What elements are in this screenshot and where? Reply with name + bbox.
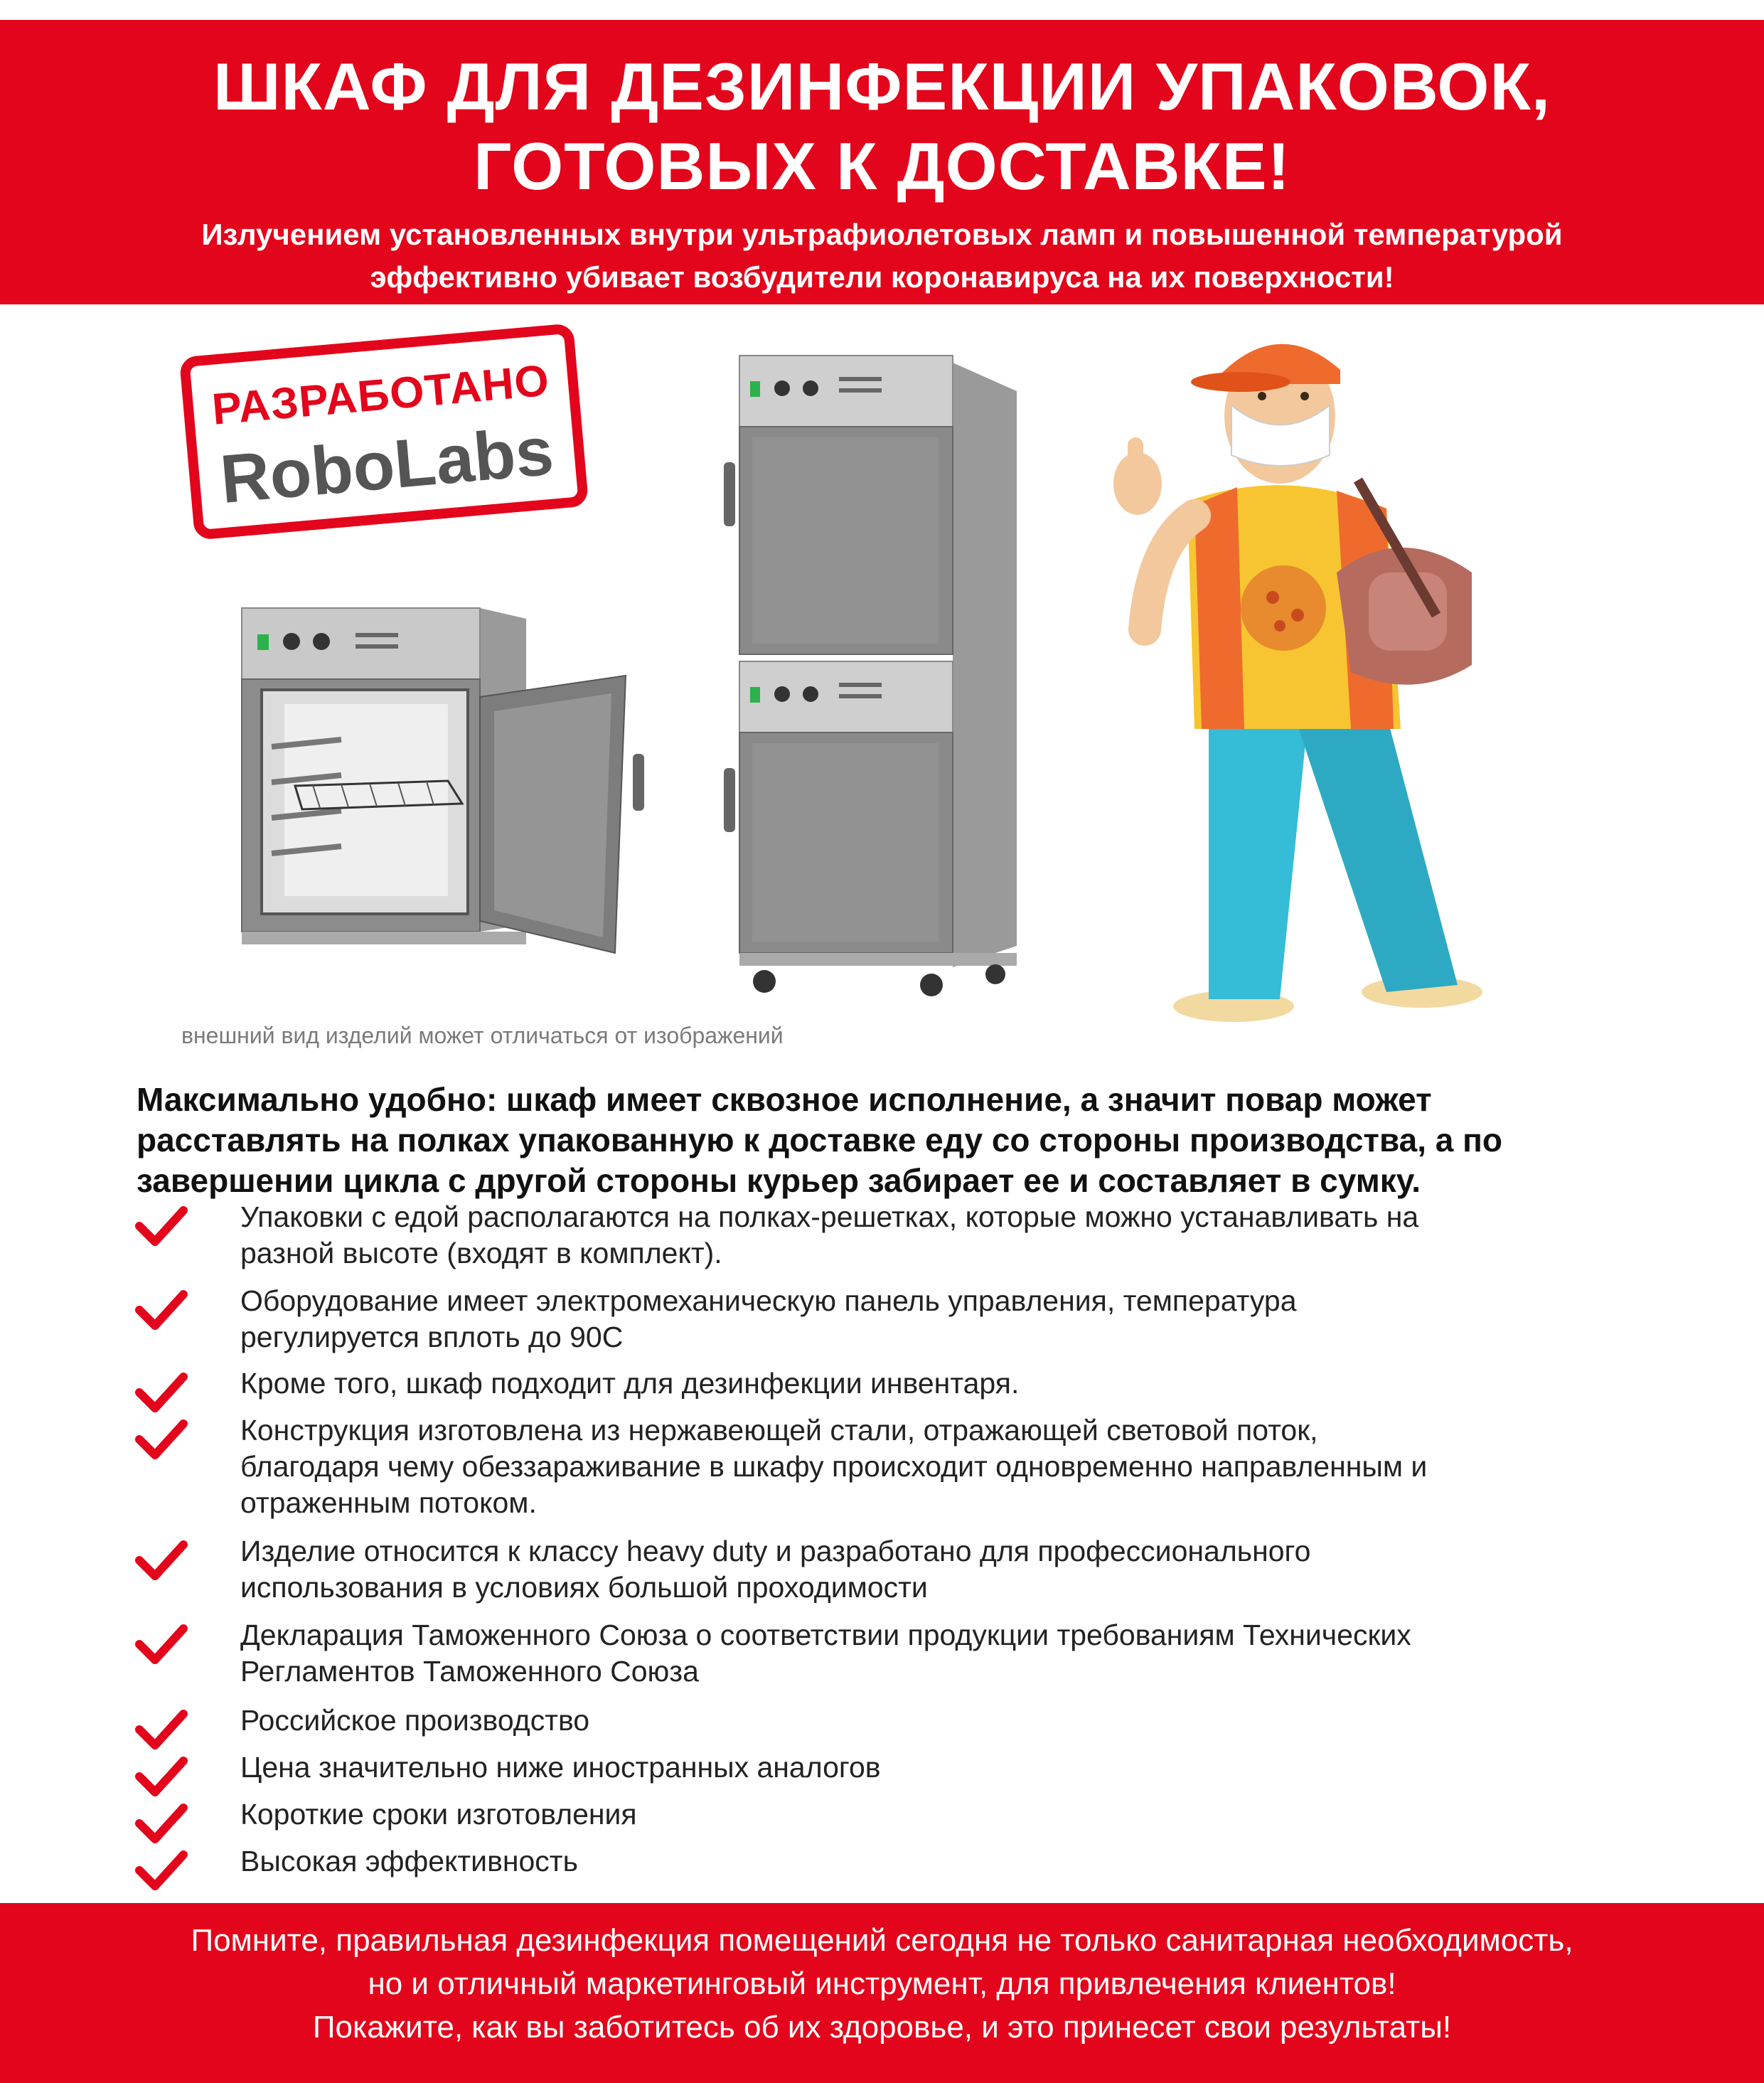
feature-line: Изделие относится к классу heavy duty и разработано для профессионального (240, 1535, 1311, 1567)
title-line: ШКАФ ДЛЯ ДЕЗИНФЕКЦИИ УПАКОВОК, (213, 49, 1551, 124)
checkmark-icon (135, 1623, 188, 1667)
page-title (0, 47, 1764, 206)
header-banner (0, 20, 1764, 304)
lead-line: Максимально удобно: шкаф имеет сквозное исполнение, а значит повар может (137, 1081, 1432, 1118)
feature-line: отраженным потоком. (240, 1486, 537, 1519)
checkmark-icon (135, 1539, 188, 1583)
feature-line: благодаря чему обеззараживание в шкафу происходит одновременно направленным и (240, 1450, 1428, 1483)
checkmark-icon (135, 1849, 188, 1893)
brand-part: Labs (391, 412, 557, 503)
feature-line: регулируется вплоть до 90С (240, 1321, 624, 1353)
image-caption: внешний вид изделий может отличаться от изображений (181, 1023, 784, 1048)
lead-line: завершении цикла с другой стороны курьер забирает ее и составляет в сумку. (137, 1162, 1421, 1199)
feature-line: Цена значительно ниже иностранных аналогов (240, 1751, 881, 1784)
feature-text (240, 1703, 1698, 1739)
feature-line: Упаковки с едой располагаются на полках-решетках, которые можно устанавливать на (240, 1200, 1419, 1233)
feature-text (240, 1365, 1698, 1402)
courier-illustration (1102, 331, 1500, 1028)
feature-text (240, 1749, 1698, 1786)
checkmark-icon (135, 1708, 188, 1752)
brand-part: Robo (217, 427, 398, 518)
feature-line: Конструкция изготовлена из нержавеющей стали, отражающей световой поток, (240, 1414, 1318, 1447)
subtitle-line: Излучением установленных внутри ультрафиолетовых ламп и повышенной температурой (201, 218, 1563, 251)
robolabs-stamp (179, 323, 589, 540)
feature-line: Российское производство (240, 1704, 590, 1737)
feature-text (240, 1796, 1698, 1833)
feature-text (240, 1412, 1698, 1521)
feature-line: Короткие сроки изготовления (240, 1798, 637, 1831)
footer-line: Помните, правильная дезинфекция помещений сегодня не только санитарная необходимость, (191, 1923, 1573, 1958)
checkmark-icon (135, 1802, 188, 1846)
checkmark-icon (135, 1289, 188, 1333)
footer-line: но и отличный маркетинговый инструмент, для привлечения клиентов! (368, 1966, 1396, 2001)
feature-line: разной высоте (входят в комплект). (240, 1237, 722, 1269)
checkmark-icon (135, 1755, 188, 1799)
feature-text (240, 1199, 1698, 1272)
cabinet-double-image (718, 341, 1038, 1010)
lead-line: расставлять на полках упакованную к доставке еду со стороны производства, а по (137, 1122, 1503, 1158)
page-subtitle (0, 213, 1764, 299)
checkmark-icon (135, 1371, 188, 1415)
feature-text (240, 1843, 1698, 1880)
checkmark-icon (135, 1205, 188, 1249)
feature-line: Регламентов Таможенного Союза (240, 1655, 699, 1688)
feature-text (240, 1617, 1698, 1690)
lead-paragraph (137, 1080, 1729, 1201)
feature-line: Декларация Таможенного Союза о соответствии продукции требованиям Технических (240, 1619, 1411, 1651)
cabinet-single-image (235, 597, 661, 974)
feature-line: Оборудование имеет электромеханическую панель управления, температура (240, 1284, 1297, 1317)
stamp-text: РАЗРАБОТАНО (210, 356, 552, 435)
footer-banner (0, 1903, 1764, 2083)
title-line: ГОТОВЫХ К ДОСТАВКЕ! (474, 129, 1290, 203)
feature-line: использования в условиях большой проходимости (240, 1571, 928, 1604)
feature-line: Высокая эффективность (240, 1845, 578, 1877)
feature-text (240, 1533, 1698, 1606)
feature-text (240, 1283, 1698, 1355)
feature-line: Кроме того, шкаф подходит для дезинфекции инвентаря. (240, 1367, 1020, 1400)
subtitle-line: эффективно убивает возбудители коронавируса на их поверхности! (370, 260, 1394, 294)
footer-line: Покажите, как вы заботитесь об их здоровье, и это принесет свои результаты! (312, 2010, 1452, 2045)
checkmark-icon (135, 1418, 188, 1462)
